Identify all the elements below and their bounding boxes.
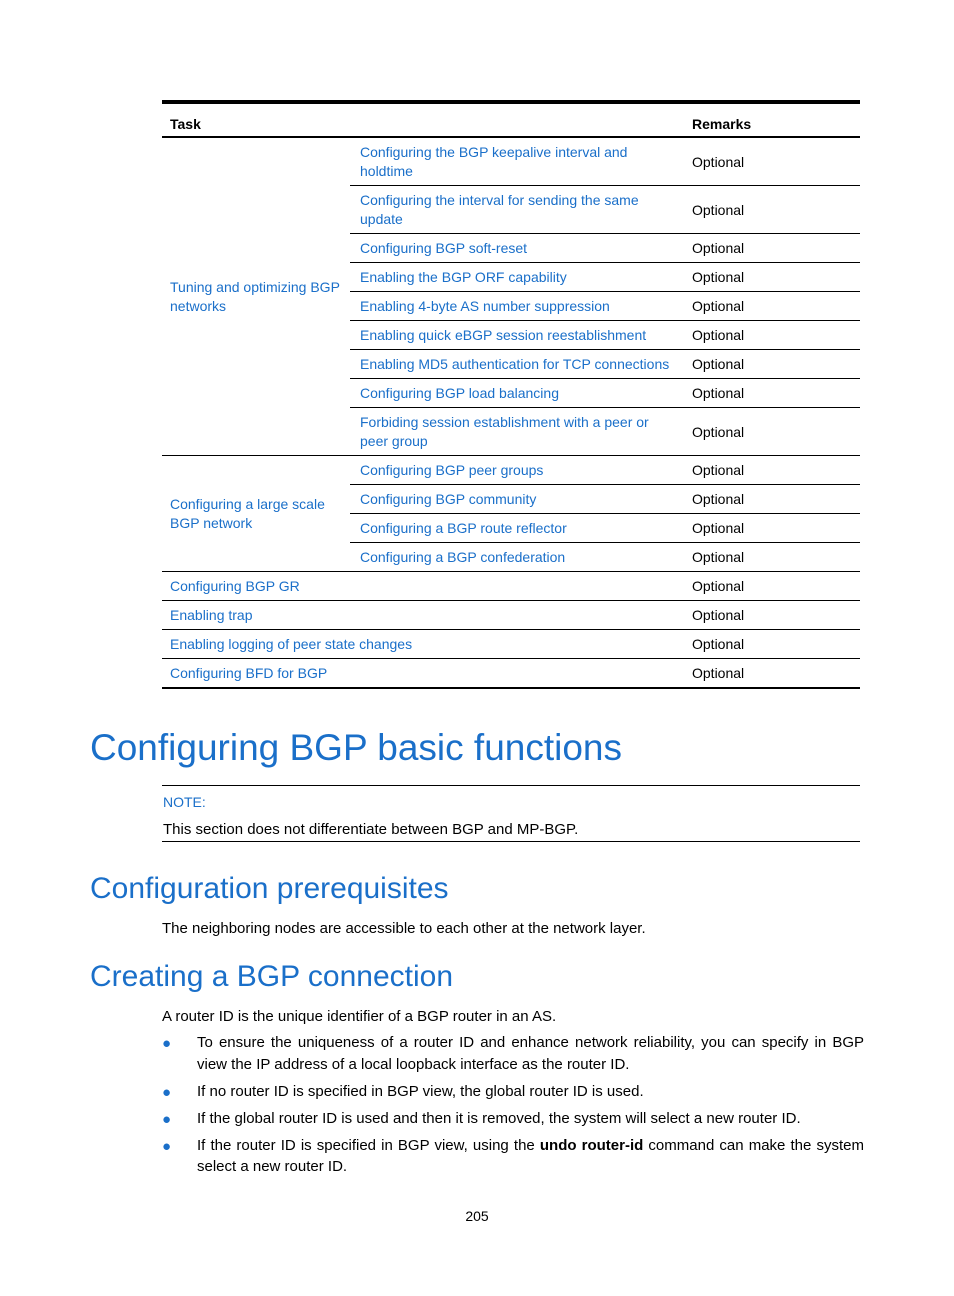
section-heading: Configuring BGP basic functions bbox=[90, 727, 623, 768]
table-row bbox=[162, 572, 860, 601]
list-item bbox=[162, 1108, 864, 1130]
task-link[interactable]: Configuring BGP load balancing bbox=[350, 379, 680, 408]
task-link[interactable]: Configuring BGP soft-reset bbox=[350, 234, 680, 263]
task-link[interactable]: Enabling trap bbox=[162, 601, 680, 630]
bullet-text-after: command can make the system select a new router ID. bbox=[197, 1136, 864, 1175]
group-tuning-link[interactable]: Tuning and optimizing BGP networks bbox=[162, 137, 350, 456]
remark-cell: Optional bbox=[680, 659, 860, 689]
group-large-scale-link[interactable]: Configuring a large scale BGP network bbox=[162, 456, 350, 572]
remark-cell: Optional bbox=[680, 543, 860, 572]
task-link[interactable]: Configuring BGP GR bbox=[162, 572, 680, 601]
task-link[interactable]: Configuring BGP community bbox=[350, 485, 680, 514]
remark-cell: Optional bbox=[680, 456, 860, 485]
task-link[interactable]: Enabling quick eBGP session reestablishment bbox=[350, 321, 680, 350]
bullet-dot-icon: ● bbox=[162, 1035, 172, 1052]
remark-cell: Optional bbox=[680, 572, 860, 601]
task-link[interactable]: Enabling the BGP ORF capability bbox=[350, 263, 680, 292]
remark-cell: Optional bbox=[680, 514, 860, 543]
remark-cell: Optional bbox=[680, 408, 860, 456]
prerequisites-text: The neighboring nodes are accessible to each other at the network layer. bbox=[162, 920, 646, 937]
table-header-row bbox=[162, 102, 860, 137]
bullet-dot-icon: ● bbox=[162, 1083, 172, 1101]
table-row bbox=[162, 659, 860, 689]
router-id-bullets bbox=[162, 1032, 864, 1183]
task-link[interactable]: Configuring the BGP keepalive interval and holdtime bbox=[350, 137, 680, 186]
remark-cell: Optional bbox=[680, 379, 860, 408]
bullet-text: If the global router ID is used and then it is removed, the system will select a new router ID. bbox=[197, 1109, 801, 1127]
bullet-text-before: If the router ID is specified in BGP view, using the bbox=[197, 1136, 540, 1154]
header-task: Task bbox=[162, 102, 680, 137]
list-item bbox=[162, 1032, 864, 1075]
remark-cell: Optional bbox=[680, 292, 860, 321]
remark-cell: Optional bbox=[680, 234, 860, 263]
remark-cell: Optional bbox=[680, 137, 860, 186]
bullet-dot-icon: ● bbox=[162, 1110, 172, 1128]
bullet-text: If no router ID is specified in BGP view, the global router ID is used. bbox=[197, 1082, 644, 1100]
note-box bbox=[162, 785, 860, 842]
remark-cell: Optional bbox=[680, 630, 860, 659]
remark-cell: Optional bbox=[680, 601, 860, 630]
note-label: NOTE: bbox=[163, 794, 206, 810]
connection-intro: A router ID is the unique identifier of a BGP router in an AS. bbox=[162, 1008, 557, 1025]
table-row bbox=[162, 630, 860, 659]
table-row bbox=[162, 137, 860, 186]
task-link[interactable]: Enabling MD5 authentication for TCP connections bbox=[350, 350, 680, 379]
task-link[interactable]: Enabling logging of peer state changes bbox=[162, 630, 680, 659]
remark-cell: Optional bbox=[680, 485, 860, 514]
table-row bbox=[162, 601, 860, 630]
command-keyword: undo router-id bbox=[539, 1136, 644, 1154]
task-link[interactable]: Forbiding session establishment with a peer or peer group bbox=[350, 408, 680, 456]
remark-cell: Optional bbox=[680, 186, 860, 234]
remark-cell: Optional bbox=[680, 321, 860, 350]
header-remarks: Remarks bbox=[680, 102, 860, 137]
task-link[interactable]: Configuring BGP peer groups bbox=[350, 456, 680, 485]
task-link[interactable]: Enabling 4-byte AS number suppression bbox=[350, 292, 680, 321]
bullet-dot-icon: ● bbox=[162, 1137, 172, 1155]
bullet-text: To ensure the uniqueness of a router ID and enhance network reliability, you can specify in BGP view the IP address of a local loopback interface as the router ID. bbox=[197, 1034, 864, 1073]
prerequisites-heading: Configuration prerequisites bbox=[90, 872, 449, 905]
list-item bbox=[162, 1135, 864, 1178]
task-link[interactable]: Configuring a BGP confederation bbox=[350, 543, 680, 572]
list-item bbox=[162, 1081, 864, 1103]
connection-heading: Creating a BGP connection bbox=[90, 960, 454, 993]
note-text: This section does not differentiate between BGP and MP-BGP. bbox=[163, 821, 579, 838]
remark-cell: Optional bbox=[680, 263, 860, 292]
task-link[interactable]: Configuring BFD for BGP bbox=[162, 659, 680, 689]
task-link[interactable]: Configuring a BGP route reflector bbox=[350, 514, 680, 543]
page-number: 205 bbox=[465, 1208, 489, 1224]
remark-cell: Optional bbox=[680, 350, 860, 379]
table-row bbox=[162, 456, 860, 485]
task-link[interactable]: Configuring the interval for sending the same update bbox=[350, 186, 680, 234]
task-table bbox=[162, 100, 860, 689]
